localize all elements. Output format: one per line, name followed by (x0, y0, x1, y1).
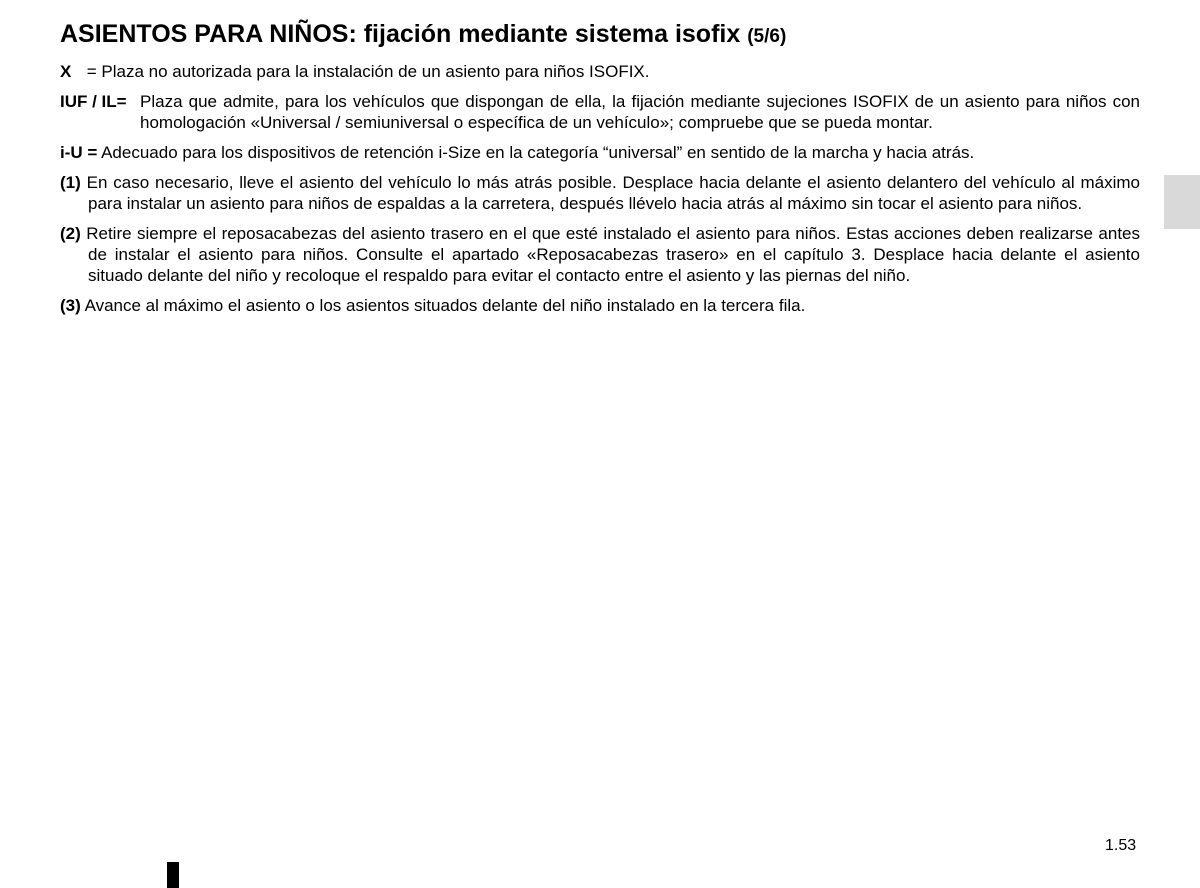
note-2 (60, 223, 1140, 286)
legend-description: = Plaza no autorizada para la instalación de un asiento para niños ISOFIX. (82, 62, 650, 81)
note-number: (1) (60, 173, 81, 192)
note-1 (60, 172, 1140, 214)
page-title (60, 18, 786, 53)
legend-term: IUF / IL= (60, 92, 127, 111)
page-number: 1.53 (1105, 837, 1137, 854)
note-text: En caso necesario, lleve el asiento del vehículo lo más atrás posible. Desplace hacia delante el asiento delantero del vehículo al máximo para instalar un asiento para niños de espaldas a la carretera, después llévelo hacia atrás al máximo sin tocar el asiento para niños. (80, 173, 1140, 213)
chapter-thumb-tab (1164, 175, 1200, 229)
page-title-text: ASIENTOS PARA NIÑOS: fijación mediante sistema isofix (60, 20, 741, 48)
legend-item-i-u (60, 142, 1140, 163)
legend-description: Plaza que admite, para los vehículos que dispongan de ella, la fijación mediante sujeciones ISOFIX de un asiento para niños con homologación «Universal / semiuniversal o específica de un vehículo»; compruebe que se pueda montar. (140, 92, 1140, 132)
page-counter: (5/6) (747, 26, 787, 47)
legend-term: X (60, 62, 72, 81)
page-edge-marker (167, 862, 179, 888)
note-number: (3) (60, 296, 81, 315)
legend-item-iuf-il (60, 91, 1140, 133)
legend-term: i-U = (60, 143, 98, 162)
note-text: Retire siempre el reposacabezas del asiento trasero en el que esté instalado el asiento para niños. Estas acciones deben realizarse antes de instalar el asiento para niños. Consulte el apartado «Reposacabezas trasero» en el capítulo 3. Desplace hacia delante el asiento situado delante del niño y recoloque el respaldo para evitar el contacto entre el asiento y las piernas del niño. (80, 224, 1140, 285)
legend-item-x (60, 61, 1140, 82)
note-number: (2) (60, 224, 81, 243)
main-content (60, 61, 1140, 325)
note-text: Avance al máximo el asiento o los asientos situados delante del niño instalado en la tercera fila. (80, 296, 806, 315)
note-3 (60, 295, 1140, 316)
legend-description: Adecuado para los dispositivos de retención i-Size en la categoría “universal” en sentido de la marcha y hacia atrás. (97, 143, 975, 162)
